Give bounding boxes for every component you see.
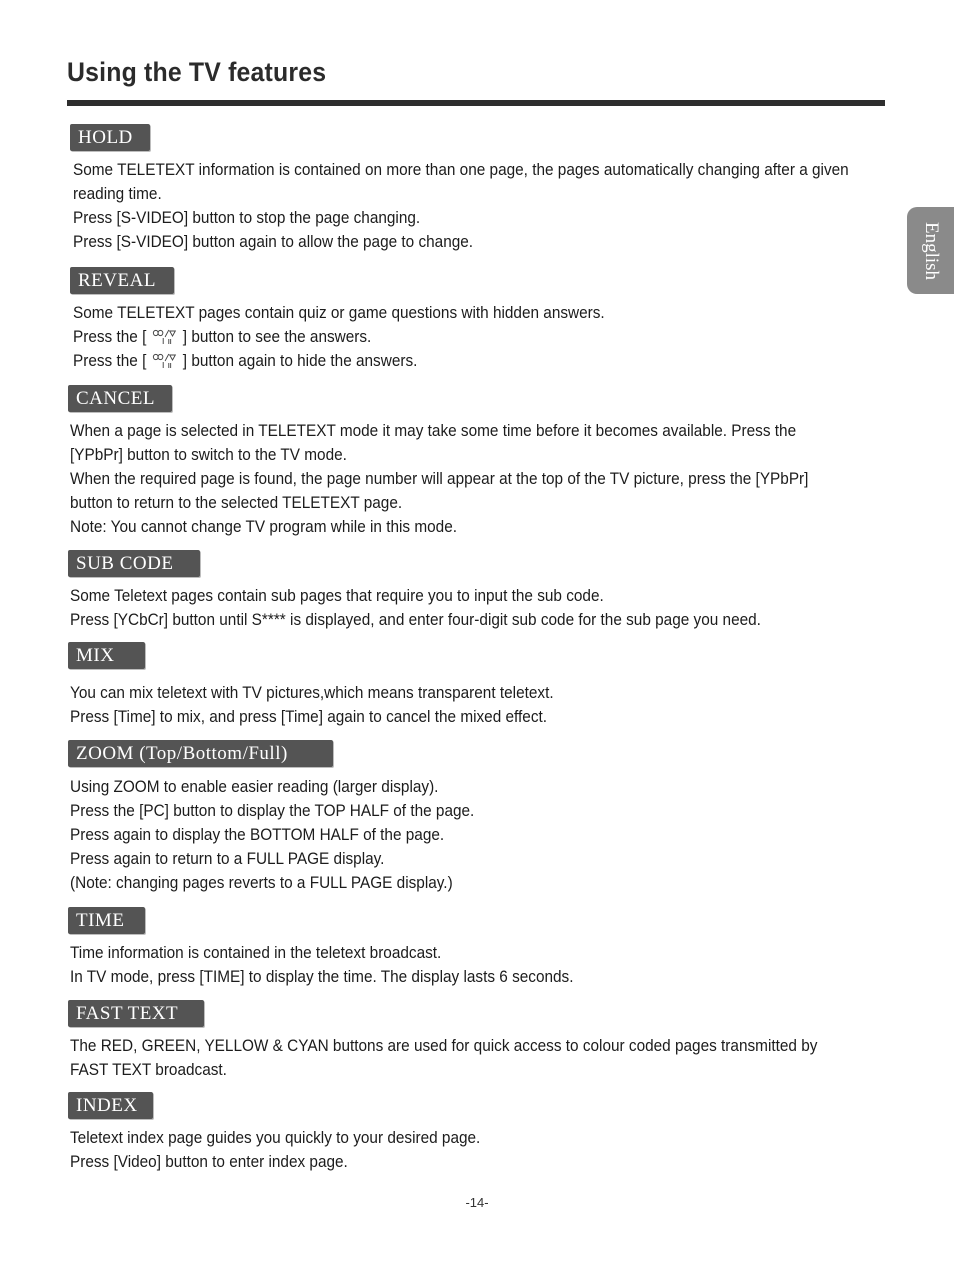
section-label-index: INDEX [68,1092,153,1119]
section-body-time [70,941,573,989]
text-line: [YPbPr] button to switch to the TV mode. [70,446,347,464]
section-label-reveal: REVEAL [70,267,174,294]
text-line [73,325,605,349]
text-line [73,349,605,373]
section-body-zoom [70,775,474,895]
text-line: (Note: changing pages reverts to a FULL PAGE display.) [70,874,453,892]
text-line: Some Teletext pages contain sub pages that require you to input the sub code. [70,587,604,605]
text-line: In TV mode, press [TIME] to display the time. The display lasts 6 seconds. [70,968,574,986]
text-line: The RED, GREEN, YELLOW & CYAN buttons are used for quick access to colour coded pages transmitted by [70,1037,818,1055]
section-label-hold: HOLD [70,124,150,151]
text-fragment: Press the [ [73,328,147,346]
text-line: When a page is selected in TELETEXT mode it may take some time before it becomes available. Press the [70,422,797,440]
text-line: Press [YCbCr] button until S**** is displayed, and enter four-digit sub code for the sub page you need. [70,611,761,629]
text-line: Press [Video] button to enter index page. [70,1153,348,1171]
text-line: Press [S-VIDEO] button again to allow the page to change. [73,233,474,251]
reveal-button-icon [151,353,179,369]
text-fragment: Press the [ [73,352,147,370]
reveal-button-icon [151,329,179,345]
section-body-cancel [70,419,808,539]
text-line: button to return to the selected TELETEXT page. [70,494,403,512]
page-title: Using the TV features [67,57,327,87]
text-line: You can mix teletext with TV pictures,which means transparent teletext. [70,684,554,702]
text-fragment: ] button again to hide the answers. [182,352,418,370]
text-line: Press the [PC] button to display the TOP HALF of the page. [70,802,475,820]
text-line: Press [Time] to mix, and press [Time] again to cancel the mixed effect. [70,708,548,726]
text-line: Press again to return to a FULL PAGE display. [70,850,385,868]
title-rule [67,100,885,106]
text-line: Using ZOOM to enable easier reading (larger display). [70,778,439,796]
section-label-sub-code: SUB CODE [68,550,200,577]
text-line: FAST TEXT broadcast. [70,1061,227,1079]
text-line: Note: You cannot change TV program while in this mode. [70,518,457,536]
text-line: When the required page is found, the page number will appear at the top of the TV picture, press the [YPbPr] [70,470,809,488]
section-body-fast-text [70,1034,817,1082]
page-number: -14- [465,1195,489,1210]
section-body-sub-code [70,584,761,632]
section-label-time: TIME [68,907,145,934]
language-tab [907,207,954,294]
section-body-hold [73,158,849,254]
section-body-mix [70,681,554,729]
section-label-mix: MIX [68,642,145,669]
text-line: Some TELETEXT pages contain quiz or game questions with hidden answers. [73,304,605,322]
text-line: Press [S-VIDEO] button to stop the page changing. [73,209,421,227]
section-label-zoom: ZOOM (Top/Bottom/Full) [68,740,333,767]
text-fragment: ] button to see the answers. [182,328,372,346]
language-tab-label: English [920,221,942,280]
text-line: reading time. [73,185,162,203]
text-line: Time information is contained in the teletext broadcast. [70,944,442,962]
section-label-fast-text: FAST TEXT [68,1000,204,1027]
text-line: Press again to display the BOTTOM HALF of the page. [70,826,445,844]
text-line: Some TELETEXT information is contained on more than one page, the pages automatically changing after a given [73,161,849,179]
section-body-index [70,1126,480,1174]
section-body-reveal [73,301,605,373]
section-label-cancel: CANCEL [68,385,172,412]
text-line: Teletext index page guides you quickly to your desired page. [70,1129,481,1147]
